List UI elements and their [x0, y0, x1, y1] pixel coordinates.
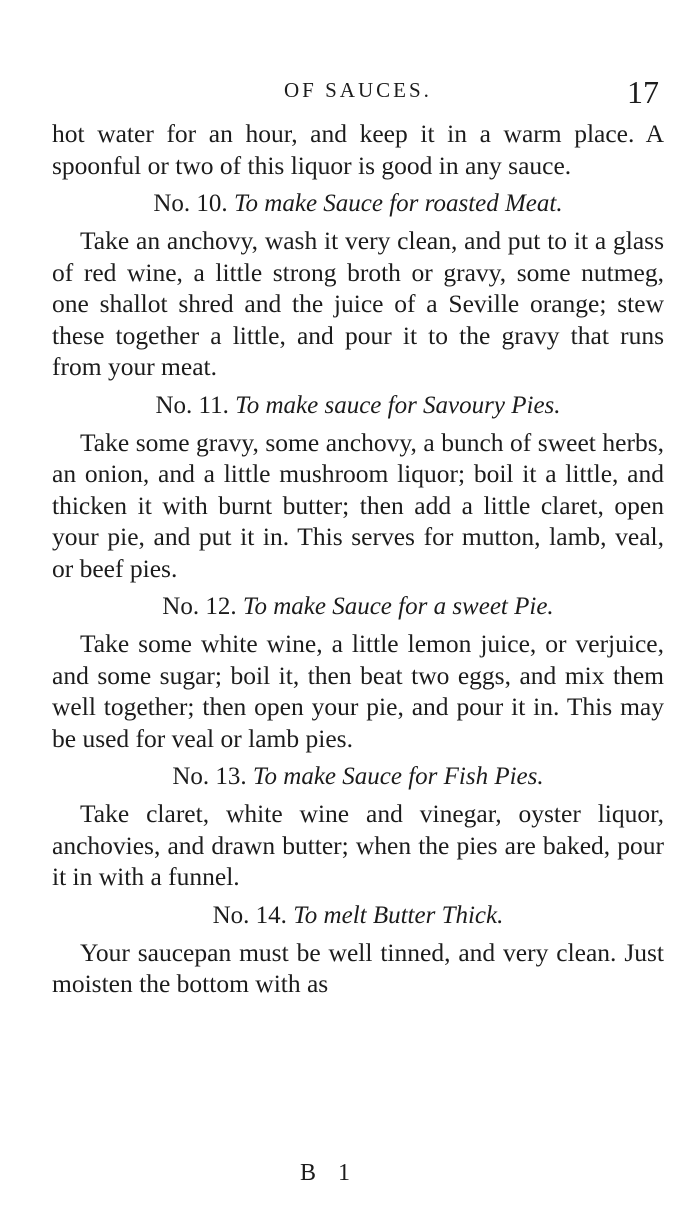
recipe-heading-10 — [52, 187, 664, 221]
recipe-heading-14 — [52, 899, 664, 933]
running-head — [0, 74, 700, 110]
recipe-title: To make sauce for Savoury Pies. — [235, 391, 561, 419]
recipe-title: To make Sauce for Fish Pies. — [252, 763, 544, 790]
body-text — [52, 118, 664, 1000]
recipe-body-14: Your saucepan must be well tinned, and very clean. Just moisten the bottom with as — [52, 937, 664, 998]
recipe-number: No. 11. — [155, 391, 229, 419]
page-number: 17 — [627, 74, 659, 110]
recipe-title: To make Sauce for roasted Meat. — [233, 190, 563, 217]
running-title: OF SAUCES. — [284, 78, 432, 102]
recipe-number: No. 13. — [172, 763, 247, 790]
recipe-number: No. 14. — [212, 901, 287, 929]
recipe-body-10: Take an anchovy, wash it very clean, and put to it a glass of red wine, a little strong broth or gravy, some nutmeg, one shallot shred and the juice of a Seville orange; stew these together a little, and pour it to the gravy that runs from your meat. — [52, 226, 664, 381]
recipe-title: To melt Butter Thick. — [293, 901, 504, 929]
recipe-body-11: Take some gravy, some anchovy, a bunch of sweet herbs, an onion, and a little mushroom liquor; boil it a little, and thicken it with burnt butter; then add a little claret, open your pie, and put it in. This serves for mutton, lamb, veal, or beef pies. — [52, 427, 664, 583]
recipe-title: To make Sauce for a sweet Pie. — [242, 593, 554, 620]
recipe-heading-12 — [52, 590, 664, 624]
signature-mark: B 1 — [300, 1160, 359, 1186]
recipe-body-12: Take some white wine, a little lemon juice, or verjuice, and some sugar; boil it, then beat two eggs, and mix them well together; then open your pie, and pour it in. This may be used for veal or lamb pies. — [52, 629, 664, 753]
recipe-heading-11 — [52, 389, 664, 423]
intro-paragraph: hot water for an hour, and keep it in a warm place. A spoonful or two of this liquor is good in any sauce. — [52, 119, 664, 180]
recipe-number: No. 10. — [153, 190, 228, 217]
recipe-heading-13 — [52, 760, 664, 794]
recipe-number: No. 12. — [162, 593, 237, 620]
recipe-body-13: Take claret, white wine and vinegar, oyster liquor, anchovies, and drawn butter; when the pies are baked, pour it in with a funnel. — [52, 799, 664, 891]
